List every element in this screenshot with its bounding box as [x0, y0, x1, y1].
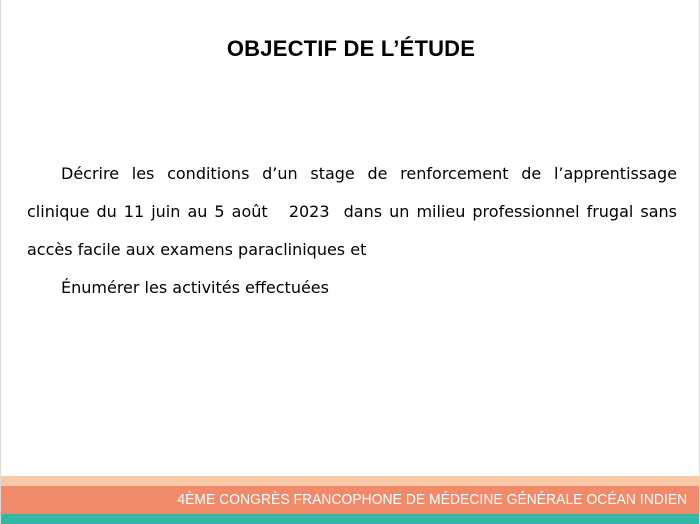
footer-light-stripe	[1, 476, 700, 486]
footer-teal-stripe	[1, 514, 700, 524]
slide-body	[27, 155, 683, 307]
objective-paragraph-1: Décrire les conditions d’un stage de renforcement de l’apprentissage clinique du 11 juin au 5 août 2023 dans un milieu professionnel frugal sans accès facile aux examens paracliniques et	[27, 164, 683, 259]
footer-conference-title: 4ÈME CONGRÈS FRANCOPHONE DE MÉDECINE GÉNÉRALE OCÉAN INDIEN	[177, 491, 687, 508]
objective-paragraph-2: Énumérer les activités effectuées	[61, 278, 329, 297]
footer-banner	[1, 476, 700, 524]
slide-title: OBJECTIF DE L’ÉTUDE	[226, 36, 476, 61]
